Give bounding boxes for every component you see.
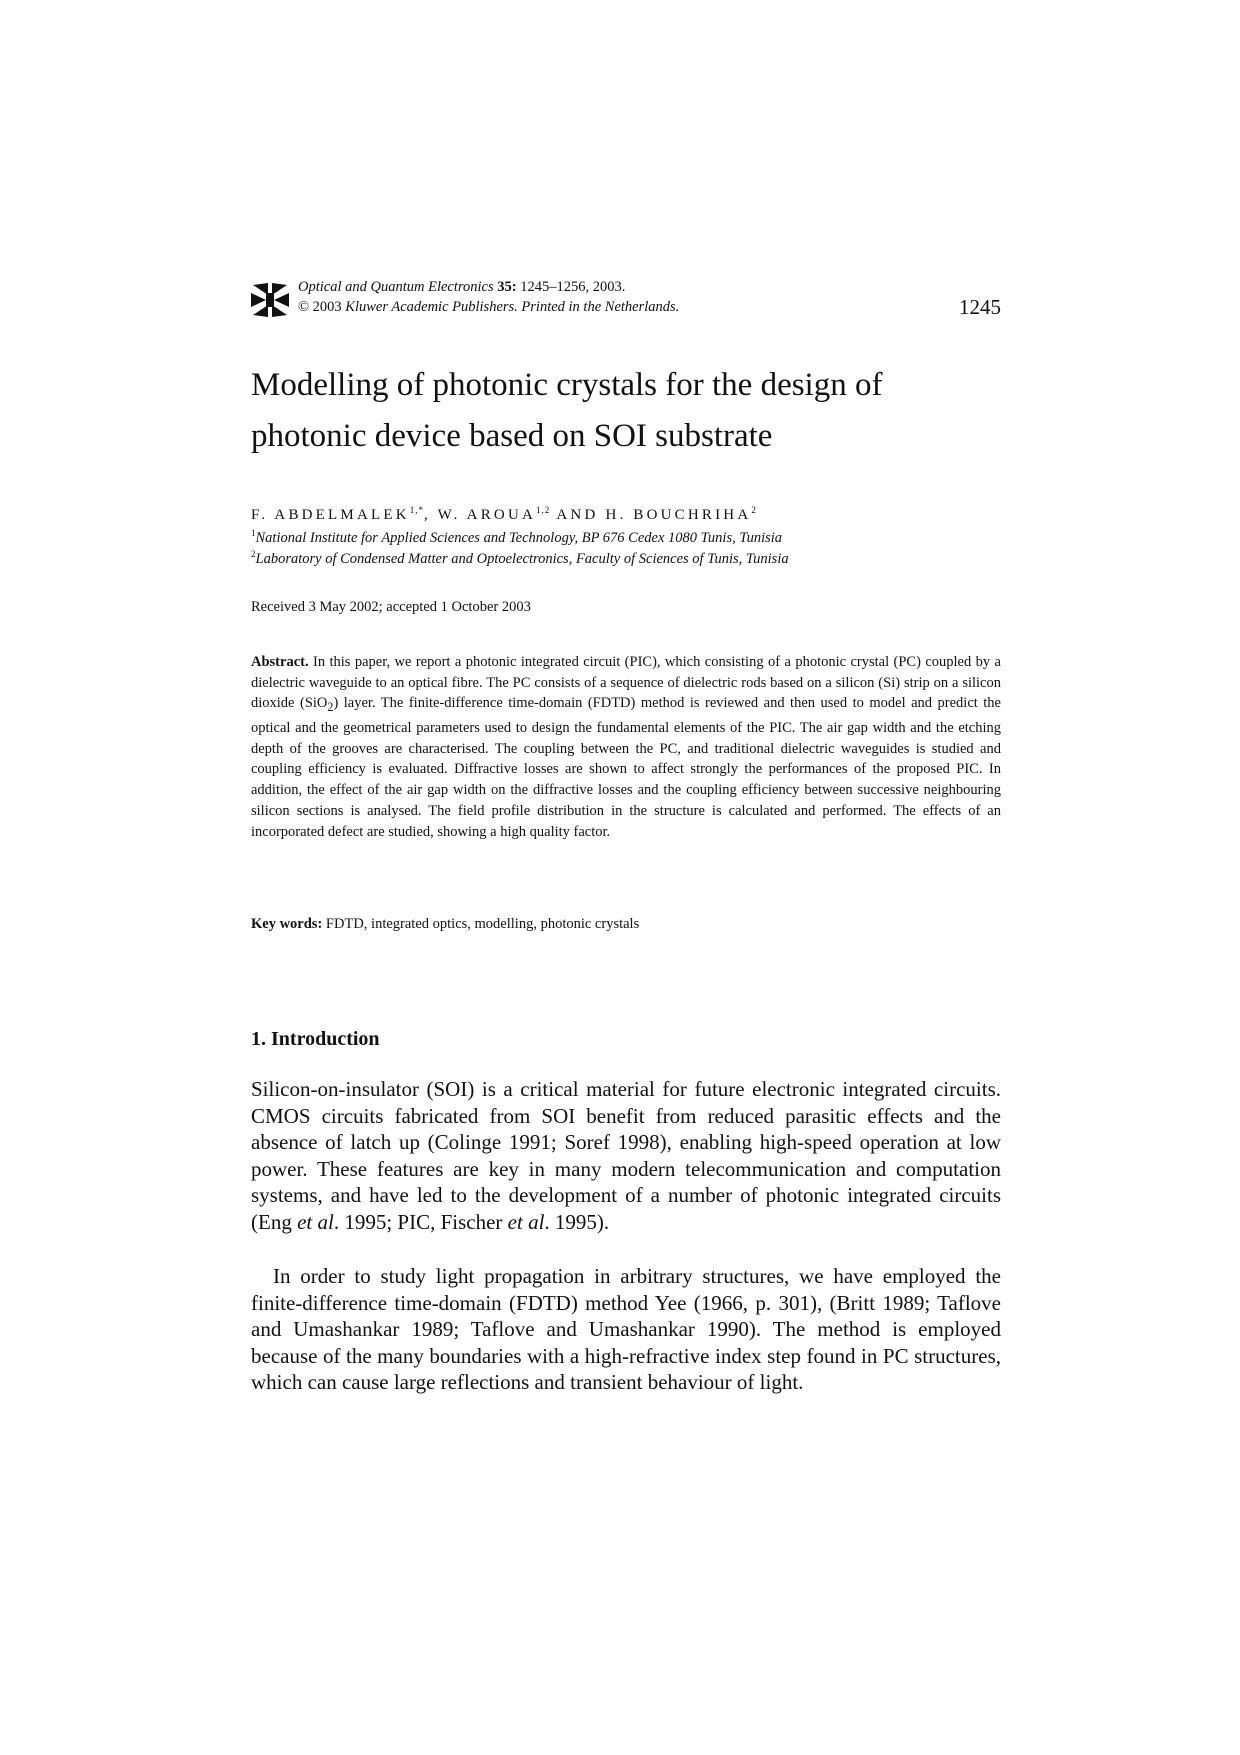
journal-volume: 35: — [497, 279, 517, 295]
title-line-2: photonic device based on SOI substrate — [251, 418, 773, 454]
journal-name: Optical and Quantum Electronics — [298, 279, 494, 295]
keywords-text: FDTD, integrated optics, modelling, photonic crystals — [322, 916, 640, 932]
journal-header — [251, 277, 1001, 323]
journal-line-1 — [298, 277, 679, 297]
journal-citation — [298, 277, 679, 317]
author-2-mark: 1,2 — [536, 505, 551, 515]
title-line-1: Modelling of photonic crystals for the design of — [251, 367, 883, 403]
affiliation-2-text: Laboratory of Condensed Matter and Optoelectronics, Faculty of Sciences of Tunis, Tunisia — [255, 550, 789, 567]
abstract-subscript: 2 — [327, 700, 334, 715]
copyright-symbol: © — [298, 299, 310, 315]
abstract — [251, 652, 1001, 842]
para1-etal-2: et al — [507, 1209, 545, 1234]
para1-text-c: . 1995). — [544, 1209, 610, 1234]
paper-title — [251, 360, 1001, 462]
paper-page — [251, 0, 1001, 1755]
affiliation-1-text: National Institute for Applied Sciences and Technology, BP 676 Cedex 1080 Tunis, Tunisia — [255, 529, 783, 546]
abstract-label: Abstract. — [251, 654, 309, 670]
author-3-mark: 2 — [751, 505, 757, 515]
para1-text-b: . 1995; PIC, Fischer — [333, 1209, 508, 1234]
section-heading: 1. Introduction — [251, 1028, 380, 1050]
journal-pages: 1245–1256, 2003. — [516, 279, 626, 295]
affiliation-2 — [251, 544, 789, 569]
author-2: , W. AROUA — [424, 507, 537, 523]
keywords-label: Key words: — [251, 916, 323, 932]
intro-paragraph-1 — [251, 1076, 1001, 1236]
author-list — [251, 500, 757, 525]
affiliation-2-mark: 2 — [251, 549, 256, 559]
copyright-year: 2003 — [309, 299, 346, 315]
para1-etal-1: et al — [297, 1209, 334, 1234]
received-dates: Received 3 May 2002; accepted 1 October 2003 — [251, 599, 531, 615]
affiliation-1-mark: 1 — [251, 528, 256, 538]
keywords — [251, 916, 639, 933]
para1-text-a: Silicon-on-insulator (SOI) is a critical material for future electronic integrated circuits. CMOS circuits fabricated from SOI benefit from reduced parasitic effects and the absence of latch up (Colinge 1991; Soref 1998), enabling high-speed operation at low power. These features are key in many modern telecommunication and computation systems, and have led to the development of a number of photonic integrated circuits (Eng — [251, 1077, 1001, 1234]
author-1-mark: 1,* — [409, 505, 424, 515]
page-number: 1245 — [959, 295, 1001, 319]
author-1: F. ABDELMALEK — [251, 507, 410, 523]
abstract-text-2: ) layer. The finite-difference time-domain (FDTD) method is reviewed and then used to model and predict the optical and the geometrical parameters used to design the fundamental elements of the PIC. The air gap width and the etching depth of the grooves are characterised. The coupling between the PC, and traditional dielectric waveguides is studied and coupling efficiency is evaluated. Diffractive losses are shown to affect strongly the performances of the proposed PIC. In addition, the effect of the air gap width on the diffractive losses and the coupling efficiency between successive neighbouring silicon sections is analysed. The field profile distribution in the structure is calculated and performed. The effects of an incorporated defect are studied, showing a high quality factor. — [251, 695, 1001, 840]
publisher-text: Kluwer Academic Publishers. Printed in the Netherlands. — [345, 299, 680, 315]
abstract-text-1: In this paper, we report a photonic integrated circuit (PIC), which consisting of a photonic crystal (PC) coupled by a dielectric waveguide to an optical fibre. The PC consists of a sequence of dielectric rods based on a silicon (Si) strip on a silicon dioxide (SiO — [251, 654, 1001, 712]
journal-line-2 — [298, 297, 679, 317]
publisher-logo-icon — [251, 281, 289, 319]
author-3: AND H. BOUCHRIHA — [550, 507, 752, 523]
intro-paragraph-2: In order to study light propagation in arbitrary structures, we have employed the finite-difference time-domain (FDTD) method Yee (1966, p. 301), (Britt 1989; Taflove and Umashankar 1989; Taflove and Umashankar 1990). The method is employed because of the many boundaries with a high-refractive index step found in PC structures, which can cause large reflections and transient behaviour of light. — [251, 1264, 1001, 1395]
